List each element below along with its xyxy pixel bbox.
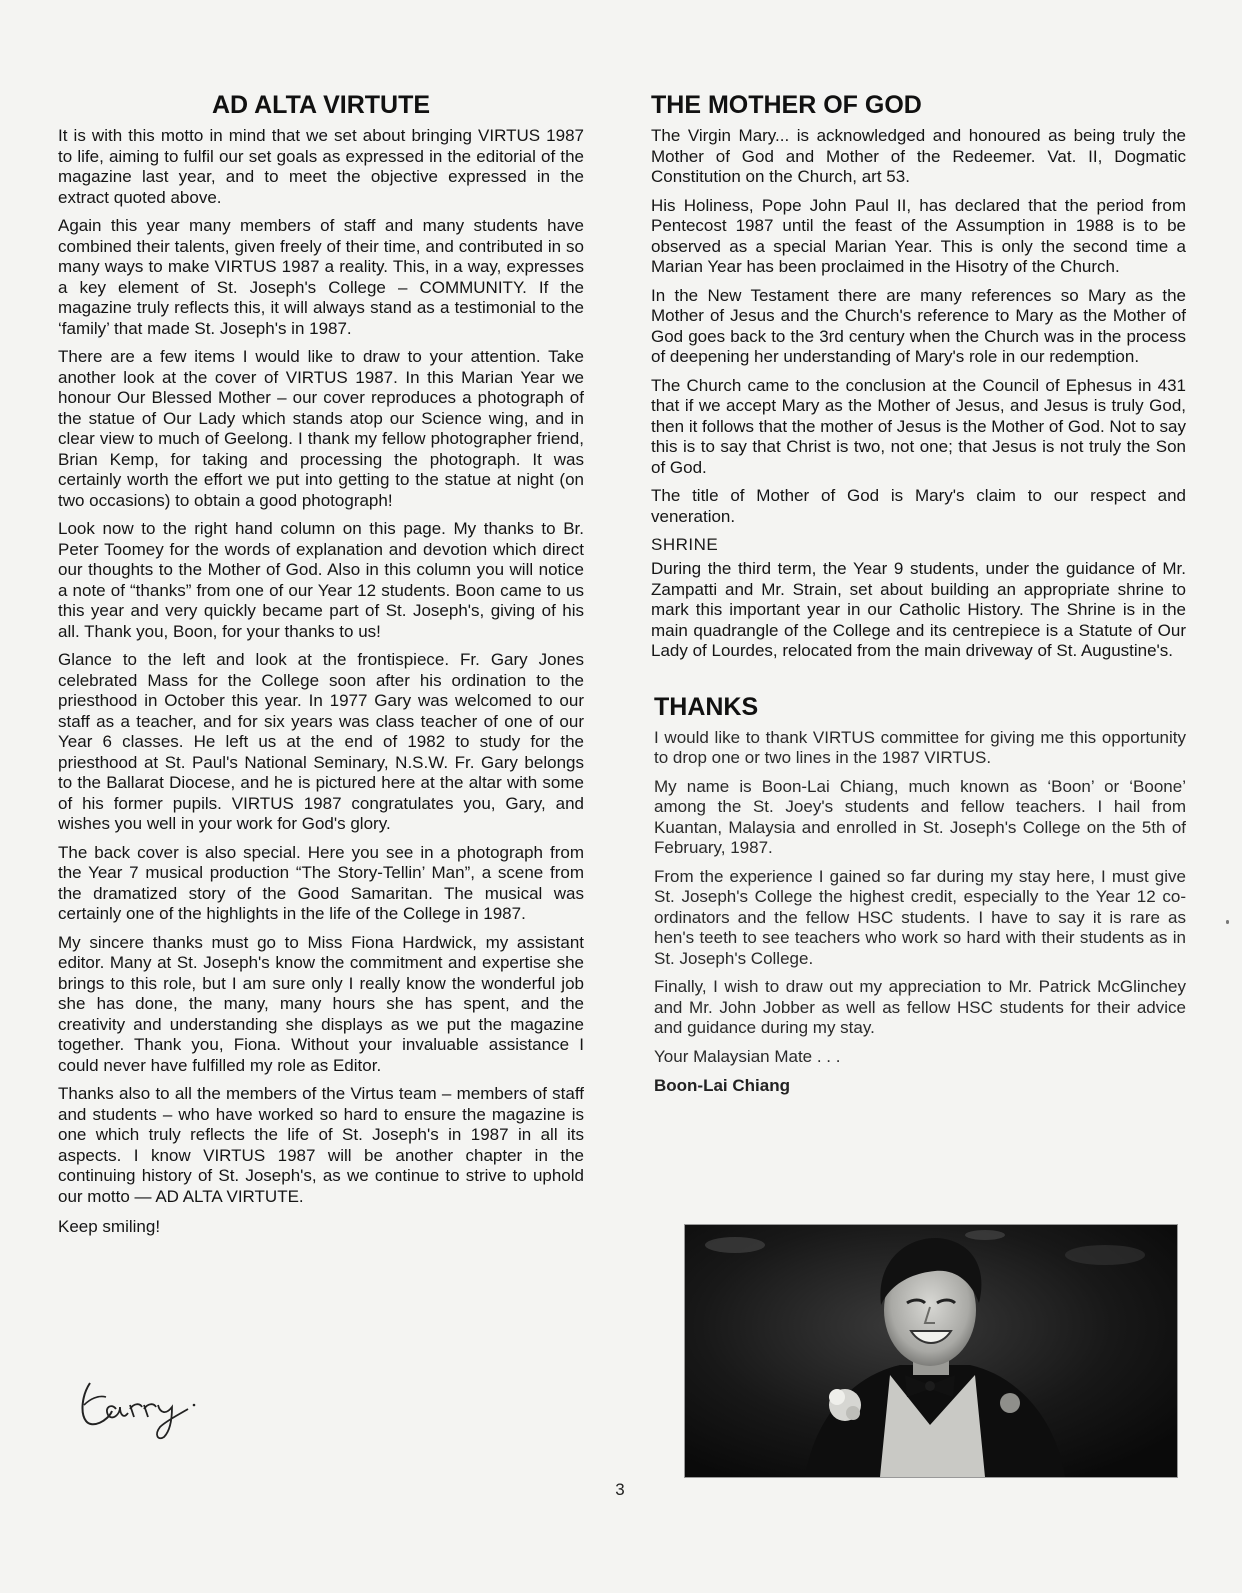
editorial-paragraph: The back cover is also special. Here you see in a photograph from the Year 7 musical production “The Story-Tellin’ Man”, a scene from the dramatized story of the Good Samaritan. The musical was certainly one of the highlights in the life of the College in 1987. [58, 842, 584, 923]
editorial-title: AD ALTA VIRTUTE [211, 91, 431, 119]
mother-of-god-paragraph: The title of Mother of God is Mary's claim to our respect and veneration. [651, 486, 1186, 526]
editorial-paragraph: Thanks also to all the members of the Virtus team – members of staff and students – who have worked so hard to ensure the magazine is one which truly reflects the life of St. Joseph's in 1987 in all its aspects. I know VIRTUS 1987 will be another chapter in the continuing history of St. Joseph's, as we continue to strive to uphold our motto — AD ALTA VIRTUTE. [58, 1084, 584, 1206]
thanks-section [654, 728, 1186, 1098]
thanks-title: THANKS [654, 692, 759, 721]
editorial-column [58, 88, 584, 1246]
mother-of-god-paragraph: His Holiness, Pope John Paul II, has declared that the period from Pentecost 1987 until the feast of the Assumption in 1988 is to be observed as a special Marian Year. This is only the second time a Marian Year has been proclaimed in the Hisotry of the Church. [651, 195, 1186, 276]
mother-of-god-paragraph: In the New Testament there are many references so Mary as the Mother of Jesus and the Church's reference to Mary as the Mother of God goes back to the 3rd century when the Church was in the process of deepening her understanding of Mary's role in our redemption. [651, 285, 1186, 366]
shrine-heading: SHRINE [651, 535, 719, 554]
mother-of-god-title: THE MOTHER OF GOD [651, 91, 922, 119]
page-number: 3 [615, 1480, 625, 1499]
mother-of-god-paragraph: The Virgin Mary... is acknowledged and honoured as being truly the Mother of God and Mother of the Redeemer. Vat. II, Dogmatic Constitution on the Church, art 53. [651, 126, 1186, 186]
thanks-paragraph: Finally, I wish to draw out my appreciation to Mr. Patrick McGlinchey and Mr. John Jobber as well as fellow HSC students for their advice and guidance during my stay. [654, 977, 1186, 1037]
thanks-paragraph: From the experience I gained so far during my stay here, I must give St. Joseph's College the highest credit, especially to the Year 12 co-ordinators and the fellow HSC students. I have to say it is rare as hen's teeth to see teachers who work so hard with their students as in St. Joseph's College. [654, 866, 1186, 968]
thanks-author-name: Boon-Lai Chiang [654, 1076, 790, 1095]
scan-speck [1226, 920, 1229, 924]
shrine-paragraph: During the third term, the Year 9 students, under the guidance of Mr. Zampatti and Mr. Strain, set about building an appropriate shrine to mark this important year in our Catholic History. The Shrine is in the main quadrangle of the College and its centrepiece is a Statute of Our Lady of Lourdes, relocated from the main driveway of St. Augustine's. [651, 559, 1186, 660]
thanks-paragraph: My name is Boon-Lai Chiang, much known as ‘Boon’ or ‘Boone’ among the St. Joey's students and fellow teachers. I hail from Kuantan, Malaysia and enrolled in St. Joseph's College on the 5th of February, 1987. [654, 776, 1186, 857]
editorial-paragraph: Look now to the right hand column on this page. My thanks to Br. Peter Toomey for the words of explanation and devotion which direct our thoughts to the Mother of God. Also in this column you will notice a note of “thanks” from one of our Year 12 students. Boon came to us this year and very quickly became part of St. Joseph's, giving of his all. Thank you, Boon, for your thanks to us! [58, 519, 584, 641]
thanks-signoff: Your Malaysian Mate . . . [654, 1046, 841, 1066]
editorial-closing: Keep smiling! [58, 1217, 161, 1236]
editorial-paragraph: There are a few items I would like to draw to your attention. Take another look at the cover of VIRTUS 1987. In this Marian Year we honour Our Blessed Mother – our cover reproduces a photograph of the statue of Our Lady which stands atop our Science wing, and in clear view to much of Geelong. I thank my fellow photographer friend, Brian Kemp, for taking and processing the photograph. It was certainly worth the effort we put into getting to the statue at night (on two occasions) to obtain a good photograph! [58, 347, 584, 510]
editorial-paragraph: Again this year many members of staff and many students have combined their talents, given freely of their time, and contributed in so many ways to make VIRTUS 1987 a reality. This, in a way, expresses a key element of St. Joseph's College – COMMUNITY. If the magazine truly reflects this, it will always stand as a testimonial to the ‘family’ that made St. Joseph's in 1987. [58, 216, 584, 338]
editorial-paragraph: My sincere thanks must go to Miss Fiona Hardwick, my assistant editor. Many at St. Joseph's know the commitment and expertise she brings to this role, but I am sure only I really know the wonderful job she has done, the many, many hours she has spent, and the creativity and understanding she displays as we put the magazine together. Thank you, Fiona. Without your invaluable assistance I could never have fulfilled my role as Editor. [58, 932, 584, 1075]
handwritten-signature [68, 1365, 218, 1445]
student-portrait-photo [684, 1224, 1178, 1478]
editorial-paragraph: It is with this motto in mind that we set about bringing VIRTUS 1987 to life, aiming to fulfil our set goals as expressed in the editorial of the magazine last year, and to meet the objective expressed in the extract quoted above. [58, 126, 584, 207]
editorial-paragraph: Glance to the left and look at the frontispiece. Fr. Gary Jones celebrated Mass for the College soon after his ordination to the priesthood in October this year. In 1977 Gary was welcomed to our staff as a teacher, and for six years was class teacher of one of our Year 6 classes. He left us at the end of 1982 to study for the priesthood at St. Paul's National Seminary, N.S.W. Fr. Gary belongs to the Ballarat Diocese, and he is pictured here at the altar with some of his former pupils. VIRTUS 1987 congratulates you, Gary, and wishes you well in your work for God's glory. [58, 650, 584, 833]
feature-column [651, 88, 1186, 1097]
thanks-paragraph: I would like to thank VIRTUS committee for giving me this opportunity to drop one or two lines in the 1987 VIRTUS. [654, 727, 1186, 767]
mother-of-god-paragraph: The Church came to the conclusion at the Council of Ephesus in 431 that if we accept Mary as the Mother of Jesus, and Jesus is truly God, then it follows that the mother of Jesus is the Mother of God. Not to say this is to say that Christ is two, not one; that Jesus is not truly the Son of God. [651, 375, 1186, 477]
